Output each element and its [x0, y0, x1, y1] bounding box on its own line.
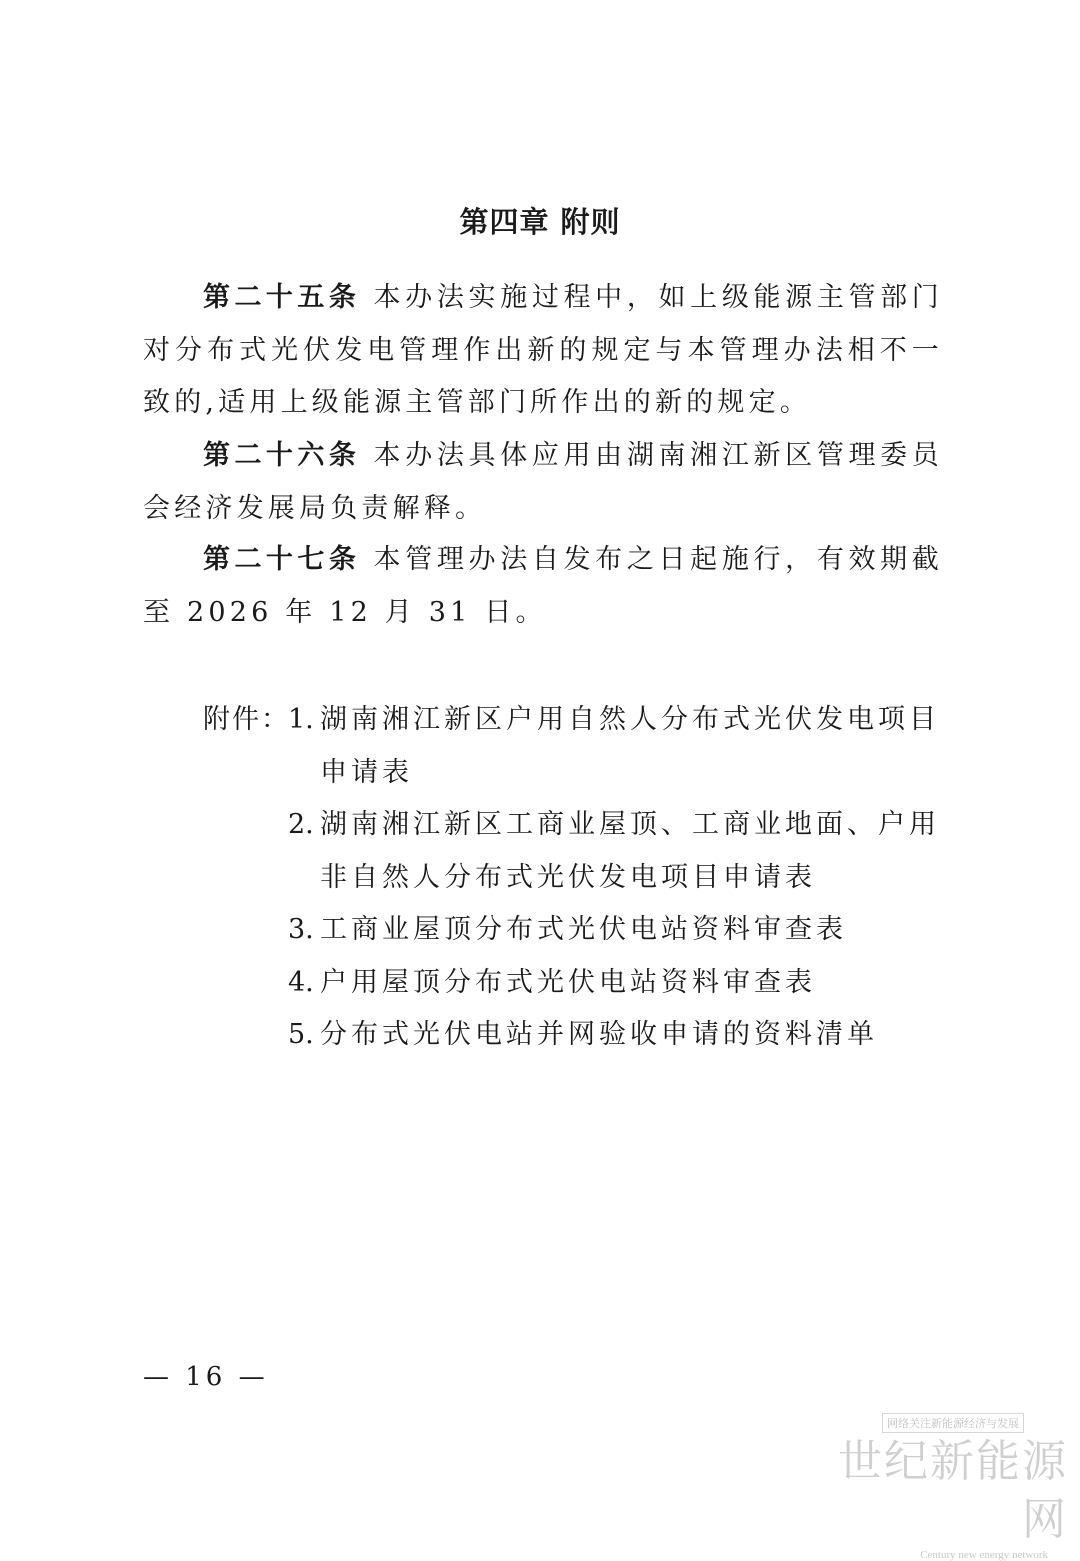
article-25: [143, 272, 943, 430]
article-27: [143, 534, 943, 639]
article-26-number: 第二十六条: [203, 440, 361, 471]
attachment-number: 2.: [288, 809, 314, 840]
watermark-logo: [828, 1412, 1068, 1561]
attachment-number: 3.: [288, 914, 314, 945]
attachment-number: 5.: [288, 1019, 314, 1050]
attachment-text: 户用屋顶分布式光伏电站资料审查表: [320, 966, 816, 998]
attachment-item: [288, 799, 948, 904]
attachment-item: [288, 904, 948, 957]
attachment-text: 湖南湘江新区户用自然人分布式光伏发电项目申请表: [320, 704, 940, 788]
attachment-text: 湖南湘江新区工商业屋顶、工商业地面、户用非自然人分布式光伏发电项目申请表: [320, 809, 940, 893]
watermark-tagline: 网络关注新能源经济与发展: [882, 1413, 1024, 1433]
attachment-number: 4.: [288, 966, 314, 998]
watermark-subtitle: Century new energy network: [920, 1549, 1048, 1561]
page-number: — 16 —: [143, 1362, 269, 1392]
watermark-title: 世纪新能源网: [838, 1436, 1068, 1545]
article-27-number: 第二十七条: [203, 544, 361, 575]
article-25-text: 本办法实施过程中，如上级能源主管部门对分布式光伏发电管理作出新的规定与本管理办法相不一致的,适用上级能源主管部门所作出的新的规定。: [143, 282, 943, 418]
attachment-number: 1.: [288, 704, 314, 735]
article-27-text: 本管理办法自发布之日起施行，有效期截至 2026 年 12 月 31 日。: [143, 544, 943, 628]
attachment-item: [288, 1009, 948, 1062]
article-25-number: 第二十五条: [203, 282, 361, 313]
attachments-label: 附件：: [203, 704, 290, 735]
attachment-item: [288, 694, 948, 799]
article-26-text: 本办法具体应用由湖南湘江新区管理委员会经济发展局负责解释。: [143, 440, 943, 524]
article-26: [143, 430, 943, 535]
attachment-text: 工商业屋顶分布式光伏电站资料审查表: [320, 914, 847, 945]
attachments-list: [288, 694, 948, 1062]
attachment-item: [288, 957, 948, 1010]
attachment-text: 分布式光伏电站并网验收申请的资料清单: [320, 1019, 878, 1050]
chapter-title: 第四章 附则: [459, 205, 621, 239]
